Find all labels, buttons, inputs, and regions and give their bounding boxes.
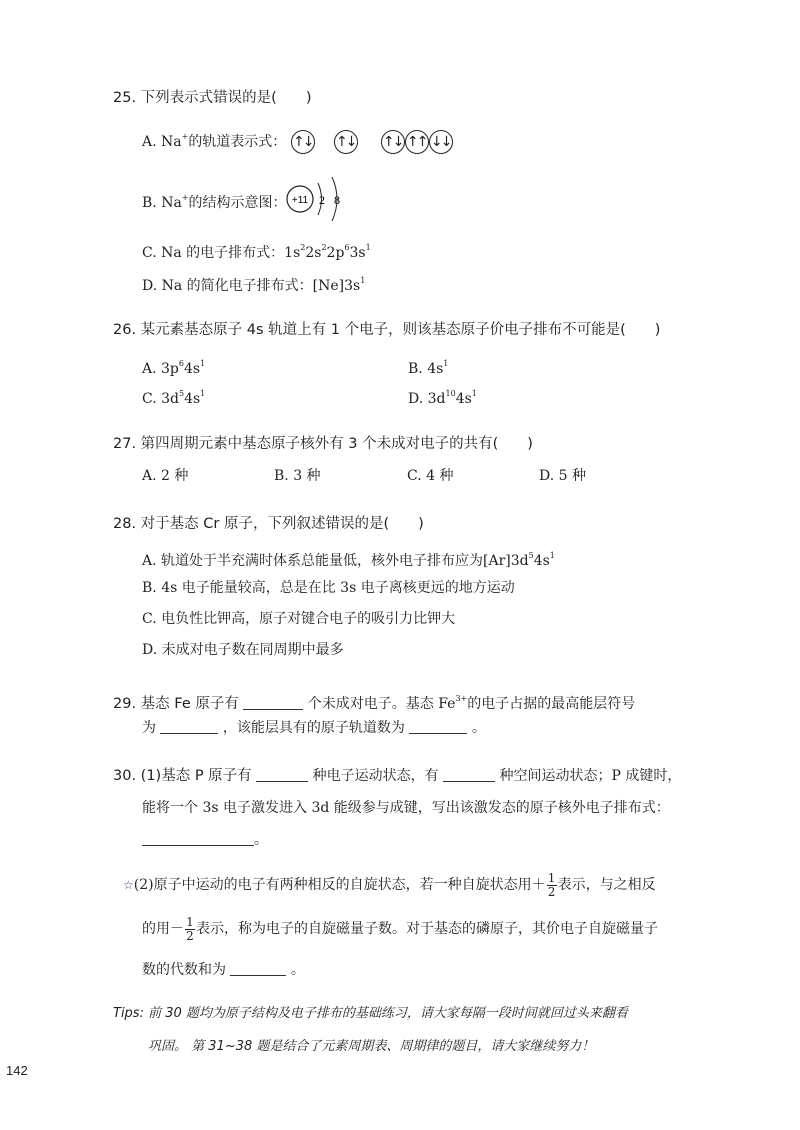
- q30-part2-line-3: 数的代数和为 。: [142, 962, 305, 978]
- fraction-half-positive: $\frac{1}{2}$: [547, 870, 556, 899]
- q28-stem: 28. 对于基态 Cr 原子，下列叙述错误的是( ): [113, 516, 424, 532]
- q29-blank-1[interactable]: [243, 695, 303, 710]
- q27-option-d: D. 5 种: [539, 468, 586, 484]
- tips-line-2: 巩固。 第 31~38 题是结合了元素周期表、周期律的题目，请大家继续努力！: [148, 1039, 595, 1054]
- q29-line-1: 29. 基态 Fe 原子有 个未成对电子。基态 $Fe^{3+}$的电子占据的最高能层符号: [113, 694, 636, 712]
- q25-option-c: C. Na 的电子排布式：$1s^22s^22p^63s^1$: [142, 243, 371, 261]
- q26-stem: 26. 某元素基态原子 4s 轨道上有 1 个电子，则该基态原子价电子排布不可能是( ): [113, 322, 661, 338]
- q30-blank-4[interactable]: [230, 961, 286, 976]
- shell-2-count: 8: [334, 193, 340, 207]
- q26-option-a: A. $3p^64s^1$: [142, 359, 206, 377]
- q28-option-c: C. 电负性比钾高，原子对键合电子的吸引力比钾大: [142, 611, 456, 627]
- q29-line-2: 为 ，该能层具有的原子轨道数为 。: [142, 720, 486, 736]
- q25-option-b: B. Na+的结构示意图：: [142, 193, 287, 211]
- orbital-box-2p-2: ↑↑: [405, 130, 429, 154]
- q30-part2-line-1: ☆(2)原子中运动的电子有两种相反的自旋状态，若一种自旋状态用＋ $\frac{1}{2}$ 表示，与之相反: [123, 870, 656, 899]
- q30-line-2: 能将一个 3s 电子激发进入 3d 能级参与成键，写出该激发态的原子核外电子排布式：: [142, 800, 670, 816]
- atomic-structure-diagram: [284, 173, 354, 225]
- q30-line-1: 30. (1)基态 P 原子有 种电子运动状态，有 种空间运动状态；P 成键时，: [113, 768, 682, 784]
- orbital-box-2s: ↑↓: [334, 130, 358, 154]
- q29-blank-2[interactable]: [160, 719, 218, 734]
- q30-line-3: 。: [142, 830, 268, 850]
- q26-option-c: C. $3d^54s^1$: [142, 389, 206, 407]
- q28-option-d: D. 未成对电子数在同周期中最多: [142, 642, 344, 658]
- q30-blank-1[interactable]: [256, 767, 308, 782]
- fraction-half-negative: $\frac{1}{2}$: [186, 914, 194, 943]
- q26-option-b: B. $4s^1$: [408, 359, 449, 377]
- tips-line-1: Tips: 前 30 题均为原子结构及电子排布的基础练习，请大家每隔一段时间就回过头来翻看: [113, 1006, 628, 1021]
- orbital-box-1s: ↑↓: [291, 130, 315, 154]
- nucleus-charge: +11: [291, 195, 309, 206]
- q25-option-a: A. Na+的轨道表示式： ↑↓ ↑↓ ↑↓ ↑↑ ↓↓: [142, 124, 453, 155]
- star-icon: ☆: [123, 878, 134, 892]
- q30-blank-2[interactable]: [443, 767, 495, 782]
- q27-option-b: B. 3 种: [274, 468, 321, 484]
- q27-stem: 27. 第四周期元素中基态原子核外有 3 个未成对电子的共有( ): [113, 436, 533, 452]
- q30-blank-3[interactable]: [142, 831, 254, 846]
- page-number: 142: [6, 1063, 28, 1078]
- orbital-box-2p-3: ↓↓: [429, 130, 453, 154]
- orbital-box-2p-1: ↑↓: [381, 130, 405, 154]
- q27-option-c: C. 4 种: [407, 468, 454, 484]
- q29-blank-3[interactable]: [409, 719, 467, 734]
- q25-option-d: D. Na 的简化电子排布式：$[Ne]3s^1$: [142, 276, 366, 294]
- q26-option-d: D. $3d^{10}4s^1$: [408, 389, 477, 407]
- q25-stem: 25. 下列表示式错误的是( ): [113, 90, 312, 106]
- q27-option-a: A. 2 种: [142, 468, 189, 484]
- orbital-group-2p: [381, 130, 453, 154]
- q30-part2-line-2: 的用－ $\frac{1}{2}$ 表示，称为电子的自旋磁量子数。对于基态的磷原子，其价电子自旋磁量子: [142, 914, 658, 943]
- shell-1-count: 2: [319, 193, 325, 207]
- q28-option-a: A. 轨道处于半充满时体系总能量低，核外电子排布应为$[Ar]3d^54s^1$: [142, 551, 555, 569]
- q28-option-b: B. 4s 电子能量较高，总是在比 3s 电子离核更远的地方运动: [142, 580, 515, 596]
